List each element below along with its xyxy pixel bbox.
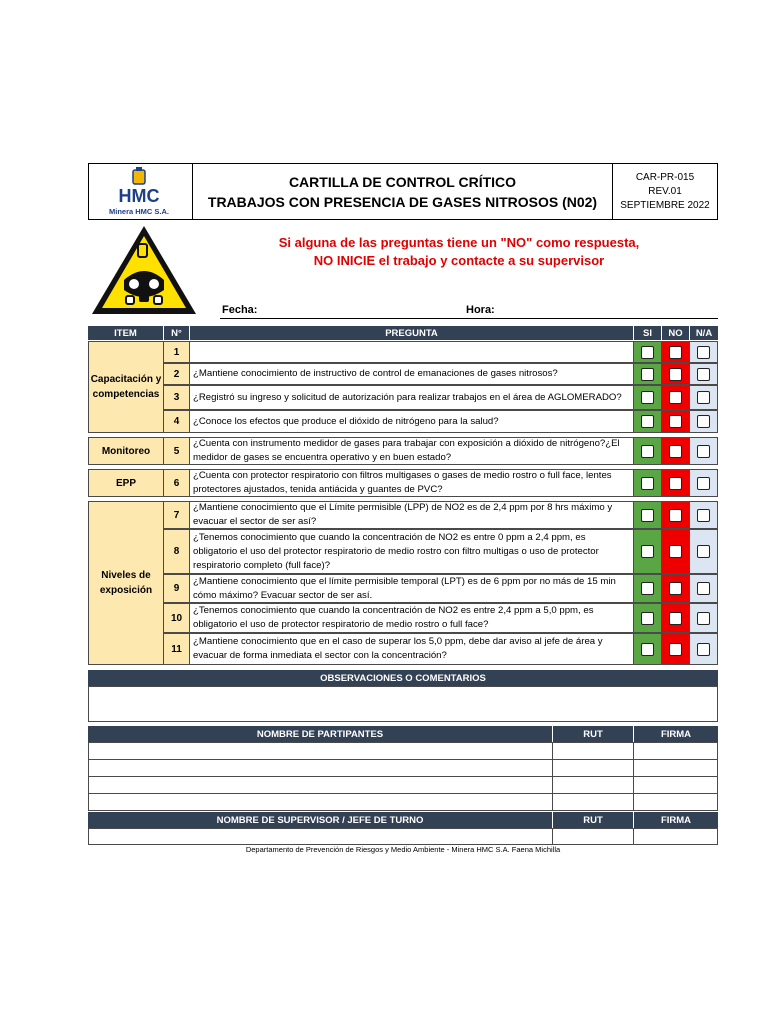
no-checkbox[interactable] xyxy=(669,445,682,458)
document-code-block xyxy=(613,164,717,219)
hora-label: Hora: xyxy=(466,304,495,316)
warning-line-1: Si alguna de las preguntas tiene un "NO" como respuesta, xyxy=(278,235,640,250)
question-number: 2 xyxy=(163,363,190,385)
question-text: ¿Mantiene conocimiento que el límite permisible temporal (LPT) es de 6 ppm por no más de 15 min cómo máximo? Evacuar sector de ser así. xyxy=(189,574,634,603)
na-checkbox[interactable] xyxy=(697,612,710,625)
participant-name-field[interactable] xyxy=(88,759,553,777)
si-answer-cell xyxy=(633,501,662,529)
question-number: 3 xyxy=(163,385,190,410)
na-column-header: N/A xyxy=(690,326,718,340)
na-checkbox[interactable] xyxy=(697,391,710,404)
question-text xyxy=(189,341,634,363)
question-text: ¿Mantiene conocimiento que el Límite permisible (LPP) de NO2 es de 2,4 ppm por 8 hrs máximo y evacuar el sector de ser así? xyxy=(189,501,634,529)
participant-rut-field[interactable] xyxy=(552,759,634,777)
na-answer-cell xyxy=(689,603,718,633)
category-capacitacion: Capacitación y competencias xyxy=(88,341,164,433)
participant-firma-field[interactable] xyxy=(633,776,718,794)
na-checkbox[interactable] xyxy=(697,545,710,558)
no-answer-cell xyxy=(661,574,690,603)
participants-rut-header: RUT xyxy=(553,726,633,742)
warning-message xyxy=(200,234,718,270)
question-number: 9 xyxy=(163,574,190,603)
si-checkbox[interactable] xyxy=(641,509,654,522)
si-checkbox[interactable] xyxy=(641,477,654,490)
participant-firma-field[interactable] xyxy=(633,759,718,777)
si-checkbox[interactable] xyxy=(641,368,654,381)
gas-hazard-icon xyxy=(88,222,200,318)
question-number: 11 xyxy=(163,633,190,665)
document-code: CAR-PR-015 xyxy=(635,171,695,183)
no-checkbox[interactable] xyxy=(669,346,682,359)
no-checkbox[interactable] xyxy=(669,391,682,404)
si-answer-cell xyxy=(633,341,662,363)
participant-firma-field[interactable] xyxy=(633,742,718,760)
hora-line[interactable] xyxy=(464,318,718,319)
question-text: ¿Cuenta con instrumento medidor de gases para trabajar con exposición a dióxido de nitrógeno?¿El medidor de gases se encuentra operativo y en buen estado? xyxy=(189,437,634,465)
na-checkbox[interactable] xyxy=(697,445,710,458)
no-answer-cell xyxy=(661,469,690,497)
document-date: SEPTIEMBRE 2022 xyxy=(620,199,710,211)
no-answer-cell xyxy=(661,501,690,529)
na-answer-cell xyxy=(689,385,718,410)
no-answer-cell xyxy=(661,385,690,410)
na-checkbox[interactable] xyxy=(697,477,710,490)
participant-rut-field[interactable] xyxy=(552,776,634,794)
si-checkbox[interactable] xyxy=(641,612,654,625)
participant-firma-field[interactable] xyxy=(633,793,718,811)
participant-rut-field[interactable] xyxy=(552,742,634,760)
na-checkbox[interactable] xyxy=(697,346,710,359)
title-line-2: TRABAJOS CON PRESENCIA DE GASES NITROSOS (N02) xyxy=(207,193,598,210)
na-answer-cell xyxy=(689,574,718,603)
participants-name-header: NOMBRE DE PARTIPANTES xyxy=(88,726,552,742)
na-answer-cell xyxy=(689,437,718,465)
si-checkbox[interactable] xyxy=(641,582,654,595)
si-checkbox[interactable] xyxy=(641,643,654,656)
question-text: ¿Cuenta con protector respiratorio con filtros multigases o gases de medio rostro o full face, lentes protectores ajustados, tenida antiácida y guantes de PVC? xyxy=(189,469,634,497)
no-checkbox[interactable] xyxy=(669,643,682,656)
no-answer-cell xyxy=(661,341,690,363)
na-checkbox[interactable] xyxy=(697,509,710,522)
si-answer-cell xyxy=(633,437,662,465)
no-column-header: NO xyxy=(662,326,689,340)
warning-line-2: NO INICIE el trabajo y contacte a su supervisor xyxy=(313,253,605,268)
si-answer-cell xyxy=(633,574,662,603)
document-title xyxy=(193,164,613,219)
na-answer-cell xyxy=(689,633,718,665)
question-text: ¿Tenemos conocimiento que cuando la concentración de NO2 es entre 0 ppm a 2,4 ppm, es obligatorio el uso del protector respiratorio de medio rostro con filtro multigas o uso de protector respiratorio completo (full face)? xyxy=(189,529,634,574)
question-text: ¿Registró su ingreso y solicitud de autorización para realizar trabajos en el área de AGLOMERADO? xyxy=(189,385,634,410)
fecha-label: Fecha: xyxy=(222,304,258,316)
category-niveles-exposicion: Niveles de exposición xyxy=(88,501,164,665)
item-column-header: ITEM xyxy=(88,326,163,340)
supervisor-firma-field[interactable] xyxy=(633,828,718,845)
supervisor-name-header: NOMBRE DE SUPERVISOR / JEFE DE TURNO xyxy=(88,812,552,828)
si-checkbox[interactable] xyxy=(641,445,654,458)
question-number: 5 xyxy=(163,437,190,465)
no-answer-cell xyxy=(661,603,690,633)
question-number: 10 xyxy=(163,603,190,633)
no-checkbox[interactable] xyxy=(669,509,682,522)
document-header xyxy=(88,163,718,220)
si-answer-cell xyxy=(633,385,662,410)
fecha-line[interactable] xyxy=(220,318,470,319)
category-epp: EPP xyxy=(88,469,164,497)
si-checkbox[interactable] xyxy=(641,346,654,359)
si-answer-cell xyxy=(633,469,662,497)
na-answer-cell xyxy=(689,363,718,385)
question-column-header: PREGUNTA xyxy=(190,326,633,340)
no-answer-cell xyxy=(661,410,690,433)
si-checkbox[interactable] xyxy=(641,391,654,404)
na-answer-cell xyxy=(689,469,718,497)
si-answer-cell xyxy=(633,410,662,433)
na-answer-cell xyxy=(689,501,718,529)
question-number: 4 xyxy=(163,410,190,433)
no-answer-cell xyxy=(661,363,690,385)
na-checkbox[interactable] xyxy=(697,368,710,381)
question-number: 7 xyxy=(163,501,190,529)
no-checkbox[interactable] xyxy=(669,368,682,381)
si-checkbox[interactable] xyxy=(641,415,654,428)
svg-text:Minera HMC S.A.: Minera HMC S.A. xyxy=(108,207,170,216)
supervisor-rut-field[interactable] xyxy=(552,828,634,845)
participants-firma-header: FIRMA xyxy=(634,726,718,742)
no-checkbox[interactable] xyxy=(669,612,682,625)
participant-name-field[interactable] xyxy=(88,793,553,811)
na-checkbox[interactable] xyxy=(697,415,710,428)
participant-name-field[interactable] xyxy=(88,742,553,760)
no-checkbox[interactable] xyxy=(669,477,682,490)
observations-header: OBSERVACIONES O COMENTARIOS xyxy=(88,670,718,686)
question-text: ¿Tenemos conocimiento que cuando la concentración de NO2 es entre 2,4 ppm a 5,0 ppm, es obligatorio el uso de protector respiratorio de medio rostro o full face? xyxy=(189,603,634,633)
participant-name-field[interactable] xyxy=(88,776,553,794)
footer-text: Departamento de Prevención de Riesgos y Medio Ambiente - Minera HMC S.A. Faena Michilla xyxy=(245,845,561,854)
question-text: ¿Mantiene conocimiento de instructivo de control de emanaciones de gases nitrosos? xyxy=(189,363,634,385)
si-answer-cell xyxy=(633,529,662,574)
si-answer-cell xyxy=(633,633,662,665)
supervisor-name-field[interactable] xyxy=(88,828,553,845)
question-text: ¿Conoce los efectos que produce el dióxido de nitrógeno para la salud? xyxy=(189,410,634,433)
question-number: 1 xyxy=(163,341,190,363)
no-checkbox[interactable] xyxy=(669,545,682,558)
no-answer-cell xyxy=(661,633,690,665)
no-checkbox[interactable] xyxy=(669,582,682,595)
question-number: 6 xyxy=(163,469,190,497)
si-answer-cell xyxy=(633,363,662,385)
company-logo xyxy=(89,164,193,219)
no-answer-cell xyxy=(661,437,690,465)
na-answer-cell xyxy=(689,410,718,433)
si-answer-cell xyxy=(633,603,662,633)
no-answer-cell xyxy=(661,529,690,574)
svg-text:HMC: HMC xyxy=(118,186,160,206)
no-checkbox[interactable] xyxy=(669,415,682,428)
hmc-logo-icon xyxy=(89,164,193,219)
na-checkbox[interactable] xyxy=(697,643,710,656)
title-line-1: CARTILLA DE CONTROL CRÍTICO xyxy=(288,173,517,190)
observations-field[interactable] xyxy=(88,686,718,722)
question-number: 8 xyxy=(163,529,190,574)
na-answer-cell xyxy=(689,529,718,574)
document-revision: REV.01 xyxy=(648,185,682,197)
si-checkbox[interactable] xyxy=(641,545,654,558)
question-text: ¿Mantiene conocimiento que en el caso de superar los 5,0 ppm, debe dar aviso al jefe de área y evacuar de forma inmediata el sector con la concentración? xyxy=(189,633,634,665)
number-column-header: N° xyxy=(164,326,189,340)
category-monitoreo: Monitoreo xyxy=(88,437,164,465)
supervisor-firma-header: FIRMA xyxy=(634,812,718,828)
participant-rut-field[interactable] xyxy=(552,793,634,811)
na-checkbox[interactable] xyxy=(697,582,710,595)
si-column-header: SI xyxy=(634,326,661,340)
supervisor-rut-header: RUT xyxy=(553,812,633,828)
na-answer-cell xyxy=(689,341,718,363)
